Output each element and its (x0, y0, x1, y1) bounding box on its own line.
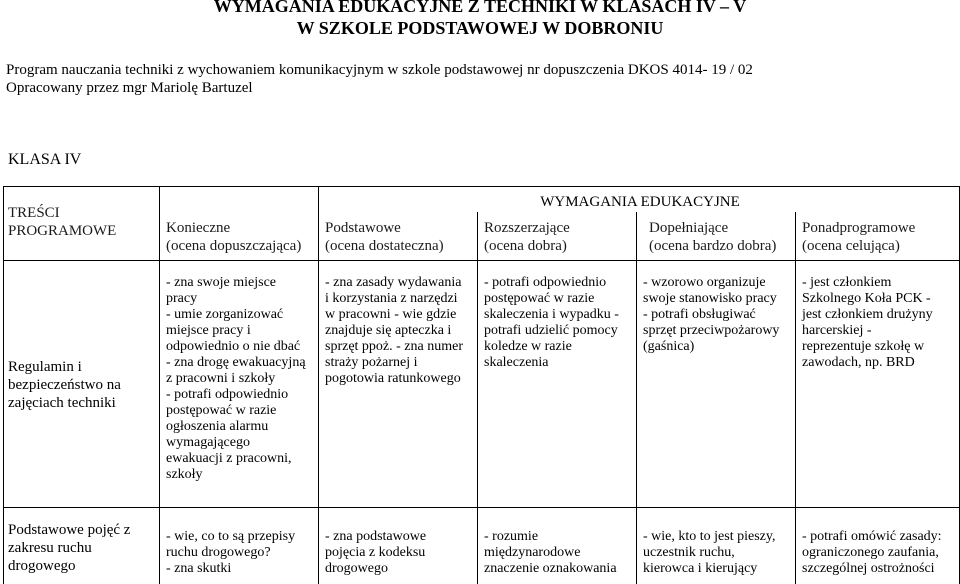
header-wymagania-edukacyjne: WYMAGANIA EDUKACYJNE (540, 194, 740, 210)
header-rozszerzajace: Rozszerzające (ocena dobra) (484, 220, 570, 254)
header-dopelniajace: Dopełniające (ocena bardzo dobra) (649, 220, 777, 254)
header-podstawowe: Podstawowe (ocena dostateczna) (325, 220, 444, 254)
row2-dopelniajace: - wie, kto to jest pieszy, uczestnik ruchu, kierowca i kierujący (643, 529, 776, 576)
table-border-header-bottom (3, 260, 960, 261)
table-border-row1-bottom (3, 507, 960, 508)
header-ponadprogramowe: Ponadprogramowe (ocena celująca) (802, 220, 916, 254)
column-divider (159, 186, 160, 584)
row1-podstawowe: - zna zasady wydawania i korzystania z narzędzi w pracowni - wie gdzie znajduje się apteczka i sprzęt ppoż. - zna numer straży pożarnej i pogotowia ratunkowego (325, 275, 463, 386)
column-divider (477, 212, 478, 584)
document-title-line2: W SZKOLE PODSTAWOWEJ W DOBRONIU (296, 18, 664, 38)
table-border-left (3, 186, 4, 584)
row2-ponadprogramowe: - potrafi omówić zasady: ograniczonego zaufania, szczególnej ostrożności (802, 529, 942, 576)
table-border-top (3, 186, 960, 187)
header-tresci-programowe: TREŚCI PROGRAMOWE (8, 205, 117, 239)
row1-topic: Regulamin i bezpieczeństwo na zajęciach techniki (8, 359, 121, 411)
header-konieczne: Konieczne (ocena dopuszczająca) (166, 220, 302, 254)
row1-konieczne: - zna swoje miejsce pracy - umie zorganizować miejsce pracy i odpowiednio o nie dbać - zna drogę ewakuacyjną z pracowni i szkoły - potrafi odpowiednio postępować w razie ogłoszenia alarmu wymagającego ewakuacji z pracowni, szkoły (166, 275, 306, 482)
row2-podstawowe: - zna podstawowe pojęcia z kodeksu drogowego (325, 529, 427, 576)
row1-rozszerzajace: - potrafi odpowiednio postępować w razie skaleczenia i wypadku - potrafi udzielić pomocy koledze w razie skaleczenia (484, 275, 619, 370)
column-divider (795, 212, 796, 584)
column-divider (636, 212, 637, 584)
row2-topic: Podstawowe pojęć z zakresu ruchu drogowego (8, 522, 131, 574)
author-info: Opracowany przez mgr Mariolę Bartuzel (6, 80, 253, 96)
column-divider (318, 186, 319, 584)
class-label: KLASA IV (8, 151, 82, 168)
row1-dopelniajace: - wzorowo organizuje swoje stanowisko pracy - potrafi obsługiwać sprzęt przeciwpożarowy (gaśnica) (643, 275, 780, 354)
row2-rozszerzajace: - rozumie międzynarodowe znaczenie oznakowania (484, 529, 617, 576)
row1-ponadprogramowe: - jest członkiem Szkolnego Koła PCK - jest członkiem drużyny harcerskiej - reprezentuje szkołę w zawodach, np. BRD (802, 275, 933, 370)
document-title: WYMAGANIA EDUKACYJNE Z TECHNIKI W KLASACH IV – V (213, 0, 747, 16)
program-info: Program nauczania techniki z wychowaniem komunikacyjnym w szkole podstawowej nr dopuszczenia DKOS 4014- 19 / 02 (6, 62, 753, 78)
row2-konieczne: - wie, co to są przepisy ruchu drogowego? - zna skutki (166, 529, 296, 576)
